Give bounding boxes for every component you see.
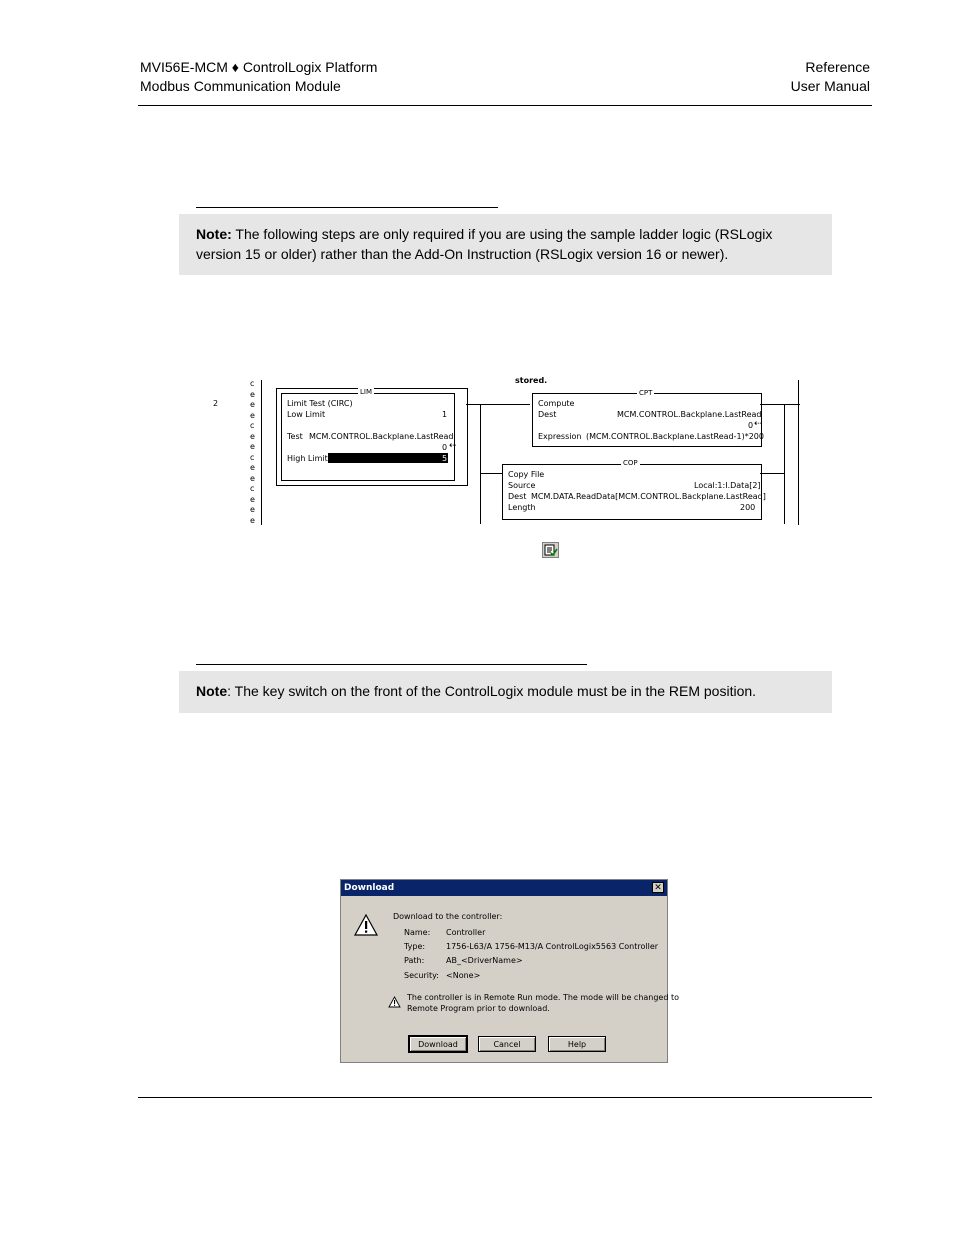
section-rule-1 [196, 207, 498, 208]
note-box-2 [179, 671, 832, 713]
rung-comment-char: e [250, 494, 255, 504]
warning-line-1: The controller is in Remote Run mode. The mode will be changed to [407, 993, 680, 1002]
cop-title: COP [623, 459, 638, 467]
path-value: AB_<DriverName> [446, 956, 523, 965]
rung-wire-2 [480, 473, 502, 474]
rung-comment-char: e [250, 473, 255, 483]
branch-right-rail [784, 404, 785, 524]
header-right-line1: Reference [805, 59, 870, 75]
cpt-title: CPT [639, 389, 653, 397]
lim-test-tag[interactable]: MCM.CONTROL.Backplane.LastRead [309, 432, 454, 441]
rung-comment-char: e [250, 442, 255, 451]
cpt-dest-label: Dest [538, 410, 557, 419]
type-value: 1756-L63/A 1756-M13/A ControlLogix5563 Controller [446, 942, 659, 951]
arrow-left-icon: ⇠ [754, 419, 762, 429]
left-power-rail [261, 380, 262, 525]
cop-length-value: 200 [740, 503, 756, 512]
dialog-title: Download [344, 883, 395, 893]
lim-high-value: 5 [442, 454, 448, 463]
cpt-expr-label: Expression [538, 432, 582, 441]
cop-dest-value[interactable]: MCM.DATA.ReadData[MCM.CONTROL.Backplane.LastRead] [531, 492, 766, 501]
warning-icon [353, 913, 379, 941]
ladder-top-text: stored. [515, 376, 548, 385]
footer-rule [138, 1097, 872, 1098]
name-value: Controller [446, 928, 486, 937]
header-left-line1: MVI56E-MCM ♦ ControlLogix Platform [140, 59, 378, 75]
lim-name: Limit Test (CIRC) [287, 399, 353, 408]
rung-comment-char: e [250, 515, 255, 525]
cop-source-label: Source [508, 481, 536, 490]
cop-name: Copy File [508, 470, 545, 479]
rung-number: 2 [213, 399, 219, 408]
rung-comment-char: e [250, 463, 255, 472]
rung-comment-char: e [250, 400, 255, 409]
header-rule [138, 105, 872, 106]
rung-comment-char: e [250, 505, 255, 514]
cpt-expr-value[interactable]: (MCM.CONTROL.Backplane.LastRead-1)*200 [586, 432, 764, 441]
note-label: Note [196, 683, 228, 699]
warning-small-icon [388, 993, 401, 1012]
header-right-line2: User Manual [790, 78, 870, 94]
rung-wire-4 [760, 473, 784, 474]
header-left-line2: Modbus Communication Module [140, 78, 341, 94]
download-dialog [340, 879, 680, 1063]
verify-routine-icon[interactable] [542, 542, 559, 558]
lim-low-label: Low Limit [287, 410, 326, 419]
rung-comment-char: c [250, 379, 255, 388]
cop-source-value[interactable]: Local:1:I.Data[2] [694, 481, 761, 490]
ladder-logic-rung [205, 375, 805, 525]
note-text: The following steps are only required if you are using the sample ladder logic (RSLogix version 15 or older) rather than the Add-On Instruction (RSLogix version 16 or newer). [196, 226, 773, 262]
rung-wire-1 [466, 404, 530, 405]
note-text: : The key switch on the front of the ControlLogix module must be in the REM position. [227, 683, 757, 699]
cancel-button[interactable]: Cancel [478, 1036, 536, 1052]
dialog-title-bar[interactable] [341, 880, 667, 896]
cop-dest-label: Dest [508, 492, 527, 501]
rung-comment-char: c [250, 421, 255, 430]
type-label: Type: [404, 942, 426, 951]
cpt-name: Compute [538, 399, 575, 408]
security-label: Security: [404, 971, 439, 980]
rung-comment-column [250, 379, 258, 526]
cpt-dest-tag[interactable]: MCM.CONTROL.Backplane.LastRead [617, 410, 762, 419]
help-button[interactable]: Help [548, 1036, 606, 1052]
security-value: <None> [446, 971, 481, 980]
section-rule-2 [196, 664, 587, 665]
arrow-left-icon: ⇠ [449, 441, 457, 451]
rung-comment-char: c [250, 484, 255, 493]
lim-high-label: High Limit [287, 454, 328, 463]
lim-test-label: Test [287, 432, 303, 441]
download-button[interactable]: Download [409, 1036, 467, 1052]
note-box-1 [179, 214, 832, 275]
rung-comment-char: c [250, 452, 255, 462]
path-label: Path: [404, 956, 425, 965]
lim-high-field[interactable] [328, 453, 448, 463]
rung-comment-char: e [250, 410, 255, 420]
rung-comment-char: e [250, 431, 255, 441]
branch-left-rail [480, 404, 481, 524]
cop-length-label: Length [508, 503, 536, 512]
note-label: Note: [196, 226, 232, 242]
cpt-dest-value: 0 [748, 421, 754, 430]
lim-title: LIM [360, 388, 373, 396]
dialog-intro: Download to the controller: [393, 912, 503, 921]
right-power-rail [798, 380, 799, 525]
warning-line-2: Remote Program prior to download. [407, 1004, 550, 1013]
close-icon[interactable]: ✕ [652, 882, 664, 893]
rung-wire-3 [760, 404, 800, 405]
lim-test-value: 0 [442, 443, 448, 452]
lim-low-value: 1 [442, 410, 448, 419]
rung-comment-char: e [250, 389, 255, 399]
name-label: Name: [404, 928, 431, 937]
